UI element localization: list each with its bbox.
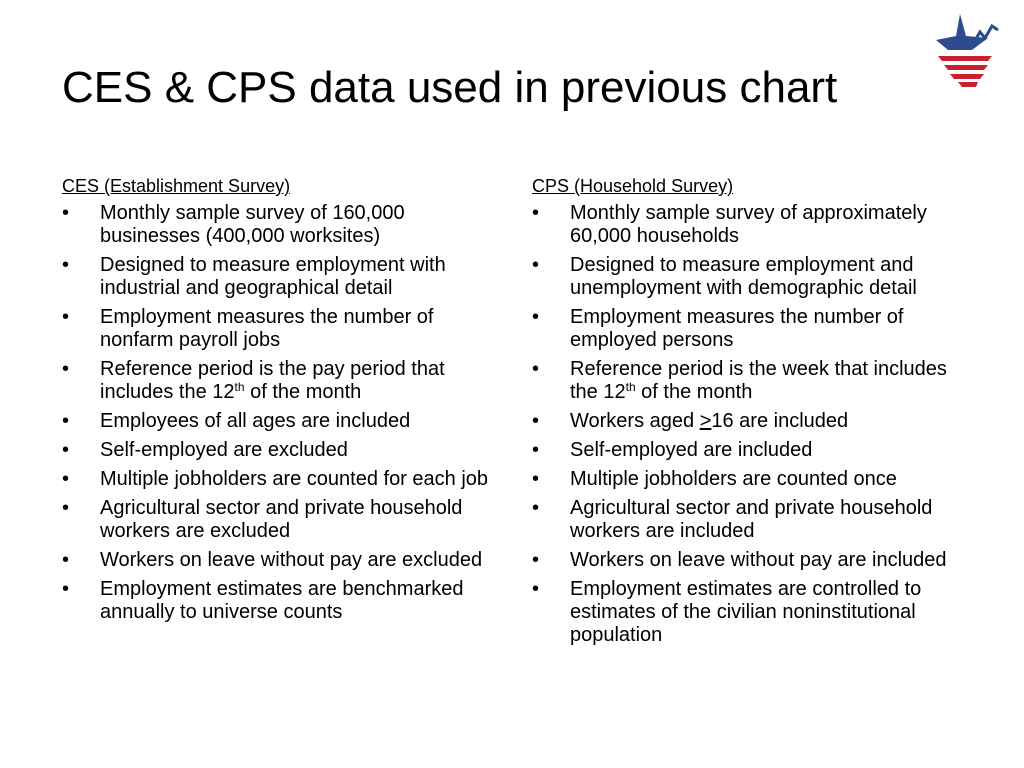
list-item: • Agricultural sector and private household workers are excluded	[62, 497, 463, 542]
list-item: • Monthly sample survey of 160,000 businesses (400,000 worksites)	[62, 202, 405, 247]
list-item: • Employment measures the number of nonfarm payroll jobs	[62, 306, 434, 351]
bullet-icon: •	[62, 202, 70, 224]
bullet-icon: •	[532, 254, 540, 276]
ces-heading: CES (Establishment Survey)	[62, 176, 291, 196]
list-item: • Workers on leave without pay are included	[532, 549, 947, 571]
bullet-icon: •	[62, 439, 70, 461]
bullet-icon: •	[62, 497, 70, 519]
ces-column	[62, 174, 492, 630]
list-item: • Monthly sample survey of approximately 60,000 households	[532, 202, 927, 247]
list-item: • Multiple jobholders are counted once	[532, 468, 897, 490]
cps-bullet-list	[532, 202, 972, 647]
cps-column	[532, 174, 972, 653]
list-item: • Workers on leave without pay are excluded	[62, 549, 483, 571]
list-item: • Self-employed are excluded	[62, 439, 348, 461]
bullet-icon: •	[532, 306, 540, 328]
bullet-icon: •	[62, 358, 70, 380]
list-item: • Employment estimates are benchmarked annually to universe counts	[62, 578, 464, 623]
bullet-icon: •	[62, 254, 70, 276]
bullet-icon: •	[532, 439, 540, 461]
bullet-icon: •	[532, 578, 540, 600]
list-item: • Employment measures the number of employed persons	[532, 306, 904, 351]
list-item: • Reference period is the week that includes the 12th of the month	[532, 358, 947, 403]
list-item: • Designed to measure employment with industrial and geographical detail	[62, 254, 446, 299]
bullet-icon: •	[532, 497, 540, 519]
list-item: • Designed to measure employment and unemployment with demographic detail	[532, 254, 917, 299]
bullet-icon: •	[62, 468, 70, 490]
list-item: • Agricultural sector and private household workers are included	[532, 497, 933, 542]
bullet-icon: •	[62, 549, 70, 571]
list-item: • Employment estimates are controlled to estimates of the civilian noninstitutional population	[532, 578, 922, 646]
list-item: • Multiple jobholders are counted for each job	[62, 468, 489, 490]
bullet-icon: •	[532, 202, 540, 224]
bullet-icon: •	[62, 410, 70, 432]
list-item: • Self-employed are included	[532, 439, 813, 461]
ces-bullet-list	[62, 202, 492, 624]
list-item: • Workers aged >16 are included	[532, 410, 849, 432]
bullet-icon: •	[532, 468, 540, 490]
list-item: • Employees of all ages are included	[62, 410, 411, 432]
bullet-icon: •	[532, 410, 540, 432]
list-item: • Reference period is the pay period that includes the 12th of the month	[62, 358, 445, 403]
bullet-icon: •	[532, 358, 540, 380]
cps-heading: CPS (Household Survey)	[532, 176, 734, 196]
bullet-icon: •	[532, 549, 540, 571]
bullet-icon: •	[62, 306, 70, 328]
slide-title: CES & CPS data used in previous chart	[62, 63, 838, 112]
bullet-icon: •	[62, 578, 70, 600]
bls-star-logo-icon	[930, 12, 1000, 90]
